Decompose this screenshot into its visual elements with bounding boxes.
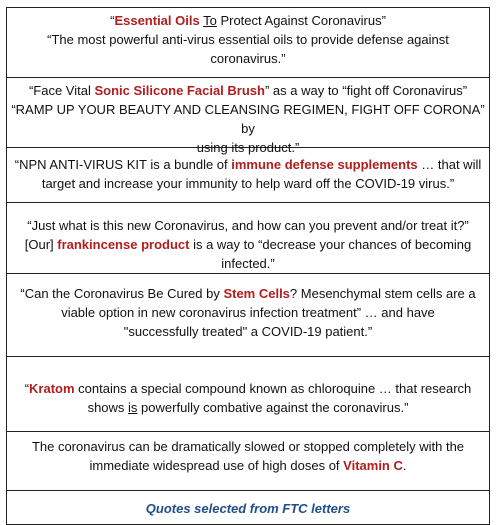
product-highlight: Stem Cells <box>223 286 290 301</box>
quote-text: powerfully combative against the coronavirus.” <box>137 400 409 415</box>
quote-text: “ <box>110 13 115 28</box>
quote-text: “RAMP UP YOUR BEAUTY AND CLEANSING REGIMEN, FIGHT OFF CORONA” by <box>11 102 485 136</box>
quote-line <box>7 322 489 341</box>
quote-text: shows <box>87 400 129 415</box>
quote-cell <box>7 78 489 155</box>
quote-cell <box>7 148 489 203</box>
quote-line <box>7 216 489 235</box>
quote-cell <box>7 203 489 274</box>
quote-text: The coronavirus can be dramatically slowed or stopped completely with the <box>31 439 465 454</box>
quote-cell <box>7 274 489 357</box>
product-highlight: frankincense product <box>57 237 190 252</box>
quote-text: is a way to “decrease your chances of becoming <box>189 237 472 252</box>
quote-line <box>7 81 489 100</box>
product-highlight: Vitamin C <box>343 458 403 473</box>
quote-text: target and increase your immunity to help ward off the COVID-19 virus.” <box>41 176 455 191</box>
quote-text: “Face Vital <box>28 83 95 98</box>
quote-text: infected.” <box>221 256 275 271</box>
quotes-table <box>6 7 490 525</box>
quote-line <box>7 284 489 303</box>
quote-text: immediate widespread use of high doses of <box>89 458 344 473</box>
quote-cell <box>7 8 489 78</box>
quote-line <box>7 456 489 475</box>
quote-line <box>7 437 489 456</box>
quote-text: "successfully treated" a COVID-19 patient.” <box>123 324 373 339</box>
quote-line <box>7 49 489 68</box>
quote-line <box>7 379 489 398</box>
quote-line <box>7 254 489 273</box>
quote-line <box>7 174 489 193</box>
quote-text: Protect Against Coronavirus” <box>216 13 386 28</box>
quote-text: “Just what is this new Coronavirus, and how can you prevent and/or treat it?” <box>27 218 469 233</box>
quote-line <box>7 398 489 417</box>
quote-text: “Can the Coronavirus Be Cured by <box>20 286 224 301</box>
quote-text: viable option in new coronavirus infection treatment” … and have <box>61 305 435 320</box>
quote-line <box>7 11 489 30</box>
quote-text: … that will <box>417 157 482 172</box>
quote-text: using its product.” <box>196 140 300 155</box>
product-highlight: Sonic Silicone Facial Brush <box>94 83 265 98</box>
product-highlight: immune defense supplements <box>231 157 418 172</box>
quote-cell <box>7 432 489 491</box>
underlined-word: is <box>128 400 138 415</box>
quote-line <box>7 235 489 254</box>
quote-line <box>7 155 489 174</box>
product-highlight: Kratom <box>29 381 75 396</box>
source-caption: Quotes selected from FTC letters <box>145 501 351 516</box>
quote-line <box>7 100 489 138</box>
underlined-word: To <box>203 13 217 28</box>
quote-text: “The most powerful anti-virus essential oils to provide defense against <box>47 32 449 47</box>
quote-text: ? Mesenchymal stem cells are a <box>289 286 476 301</box>
quote-text: “NPN ANTI-VIRUS KIT is a bundle of <box>14 157 232 172</box>
footer-cell <box>7 491 489 524</box>
quote-text: ” as a way to “fight off Coronavirus” <box>264 83 468 98</box>
quote-text: coronavirus.” <box>210 51 286 66</box>
quote-text: “ <box>24 381 30 396</box>
quote-text: contains a special compound known as chloroquine … that research <box>74 381 472 396</box>
quote-line <box>7 303 489 322</box>
quote-text: . <box>402 458 407 473</box>
quote-text: [Our] <box>24 237 58 252</box>
quote-cell <box>7 357 489 432</box>
quote-line <box>7 30 489 49</box>
product-highlight: Essential Oils <box>114 13 200 28</box>
